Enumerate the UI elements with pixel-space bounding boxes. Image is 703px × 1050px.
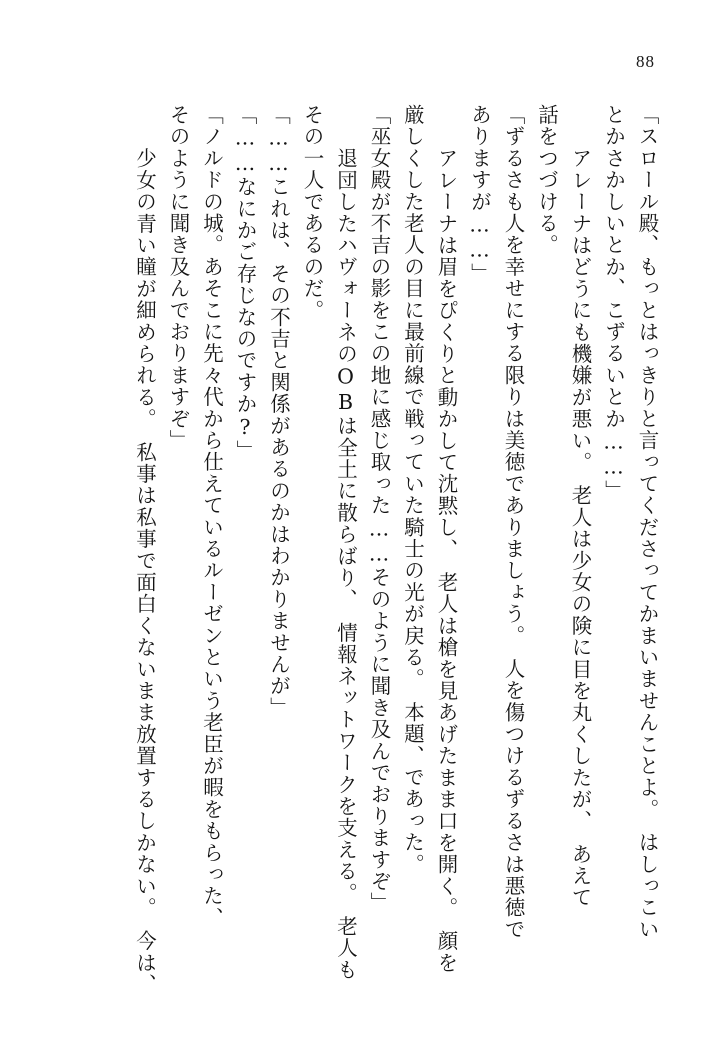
text-column: 「スロール殿、もっとはっきりと言ってくださってかまいませんことよ。 はしっこい <box>635 104 659 941</box>
text-column: 「……なにかご存じなのですか?」 <box>233 104 257 462</box>
text-column: 「巫女殿が不吉の影をこの地に感じ取った……そのように聞き及んでおりますぞ」 <box>367 104 391 914</box>
text-column: 「ノルドの城。あそこに先々代から仕えているルーゼンという老臣が暇をもらった、 <box>199 104 224 929</box>
text-column: その一人であるのだ。 <box>300 104 324 321</box>
text-column: 少女の青い瞳が細められる。 私事は私事で面白くないまま放置するしかない。 今は、 <box>132 126 157 996</box>
text-column: アレーナはどうにも機嫌が悪い。 老人は少女の険に目を丸くしたが、 あえて <box>568 126 592 909</box>
text-column: ありますが……」 <box>467 104 492 285</box>
text-column: 「……これは、その不吉と関係があるのかはわかりませんが」 <box>266 104 291 719</box>
page-body-text <box>52 104 659 996</box>
text-column: 話をつづける。 <box>534 104 559 256</box>
page-number: 88 <box>636 52 655 71</box>
text-column: 「ずるさも人を幸せにする限りは美徳でありましょう。 人を傷つけるずるさは悪徳で <box>501 104 525 941</box>
text-column: そのように聞き及んでおりますぞ」 <box>166 104 190 452</box>
text-column: とかさかしいとか、こずるいとか……」 <box>601 104 626 502</box>
text-column: アレーナは眉をぴくりと動かして沈黙し、 老人は槍を見あげたまま口を開く。 顔を <box>434 126 458 974</box>
text-column: 退団したハヴォーネのOBは全土に散らばり、 情報ネットワークを支える。 老人も <box>333 126 358 981</box>
text-column: 厳しくした老人の目に最前線で戦っていた騎士の光が戻る。 本題、であった。 <box>400 104 425 875</box>
